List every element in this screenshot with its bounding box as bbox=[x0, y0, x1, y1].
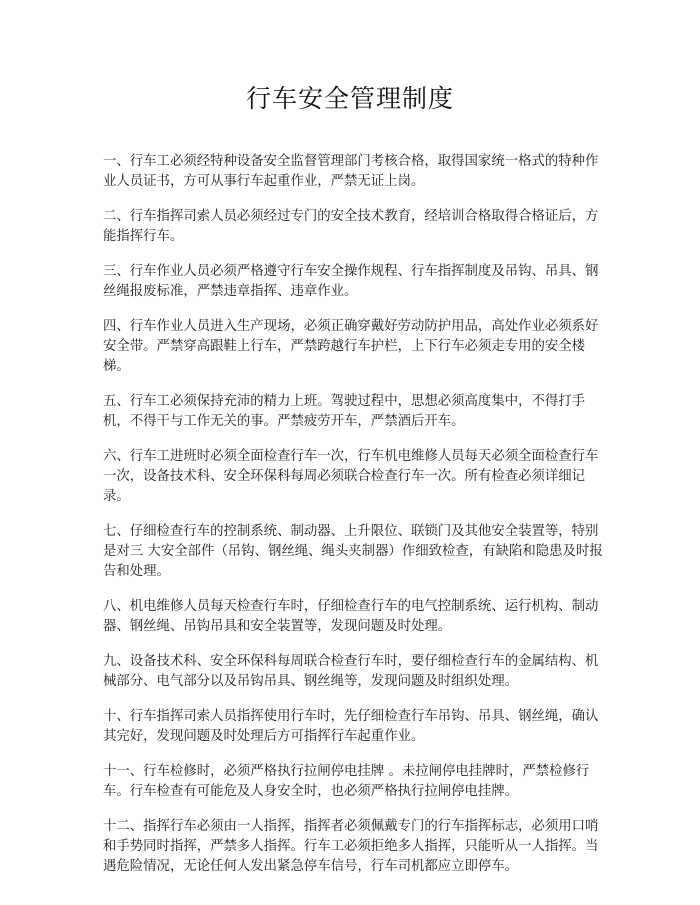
paragraph-8: 八、机电维修人员每天检查行车时，仔细检查行车的电气控制系统、运行机构、制动器、钢丝绳、吊钩吊具和安全装置等，发现问题及时处理。 bbox=[103, 599, 599, 634]
paragraph-2: 二、行车指挥司索人员必须经过专门的安全技术教育，经培训合格取得合格证后，方能指挥行车。 bbox=[103, 209, 599, 244]
document-body bbox=[103, 152, 603, 892]
paragraph-6: 六、行车工进班时必须全面检查行车一次，行车机电维修人员每天必须全面检查行车一次，设备技术科、安全环保科每周必须联合检查行车一次。所有检查必须详细记录。 bbox=[103, 449, 599, 504]
paragraph-11: 十一、行车检修时，必须严格执行拉闸停电挂牌 。未拉闸停电挂牌时，严禁检修行车。行车检查有可能危及人身安全时，也必须严格执行拉闸停电挂牌。 bbox=[103, 764, 590, 799]
paragraph-1: 一、行车工必须经特种设备安全监督管理部门考核合格，取得国家统一格式的特种作业人员证书，方可从事行车起重作业，严禁无证上岗。 bbox=[103, 154, 599, 189]
paragraph-5: 五、行车工必须保持充沛的精力上班。驾驶过程中，思想必须高度集中，不得打手机，不得干与工作无关的事。严禁疲劳开车，严禁酒后开车。 bbox=[103, 394, 586, 429]
document-title: 行车安全管理制度 bbox=[245, 84, 454, 113]
paragraph-10: 十、行车指挥司索人员指挥使用行车时，先仔细检查行车吊钩、吊具、钢丝绳，确认其完好，发现问题及时处理后方可指挥行车起重作业。 bbox=[103, 709, 599, 744]
paragraph-3: 三、行车作业人员必须严格遵守行车安全操作规程、行车指挥制度及吊钩、吊具、钢丝绳报废标准，严禁违章指挥、违章作业。 bbox=[103, 264, 599, 299]
paragraph-7: 七、仔细检查行车的控制系统、制动器、上升限位、联锁门及其他安全装置等，特别是对三 大安全部件（吊钩、钢丝绳、绳头夹制器）作细致检查，有缺陷和隐患及时报告和处理。 bbox=[103, 524, 603, 579]
paragraph-4: 四、行车作业人员进入生产现场，必须正确穿戴好劳动防护用品，高处作业必须系好安全带。严禁穿高跟鞋上行车，严禁跨越行车护栏，上下行车必须走专用的安全楼梯。 bbox=[103, 319, 599, 374]
paragraph-12: 十二、指挥行车必须由一人指挥，指挥者必须佩戴专门的行车指挥标志，必须用口哨和手势同时指挥，严禁多人指挥。行车工必须拒绝多人指挥，只能听从一人指挥。当遇危险情况，无论任何人发出紧急停车信号，行车司机都应立即停车。 bbox=[103, 819, 599, 874]
paragraph-9: 九、设备技术科、安全环保科每周联合检查行车时，要仔细检查行车的金属结构、机械部分、电气部分以及吊钩吊具、钢丝绳等，发现问题及时组织处理。 bbox=[103, 654, 599, 689]
